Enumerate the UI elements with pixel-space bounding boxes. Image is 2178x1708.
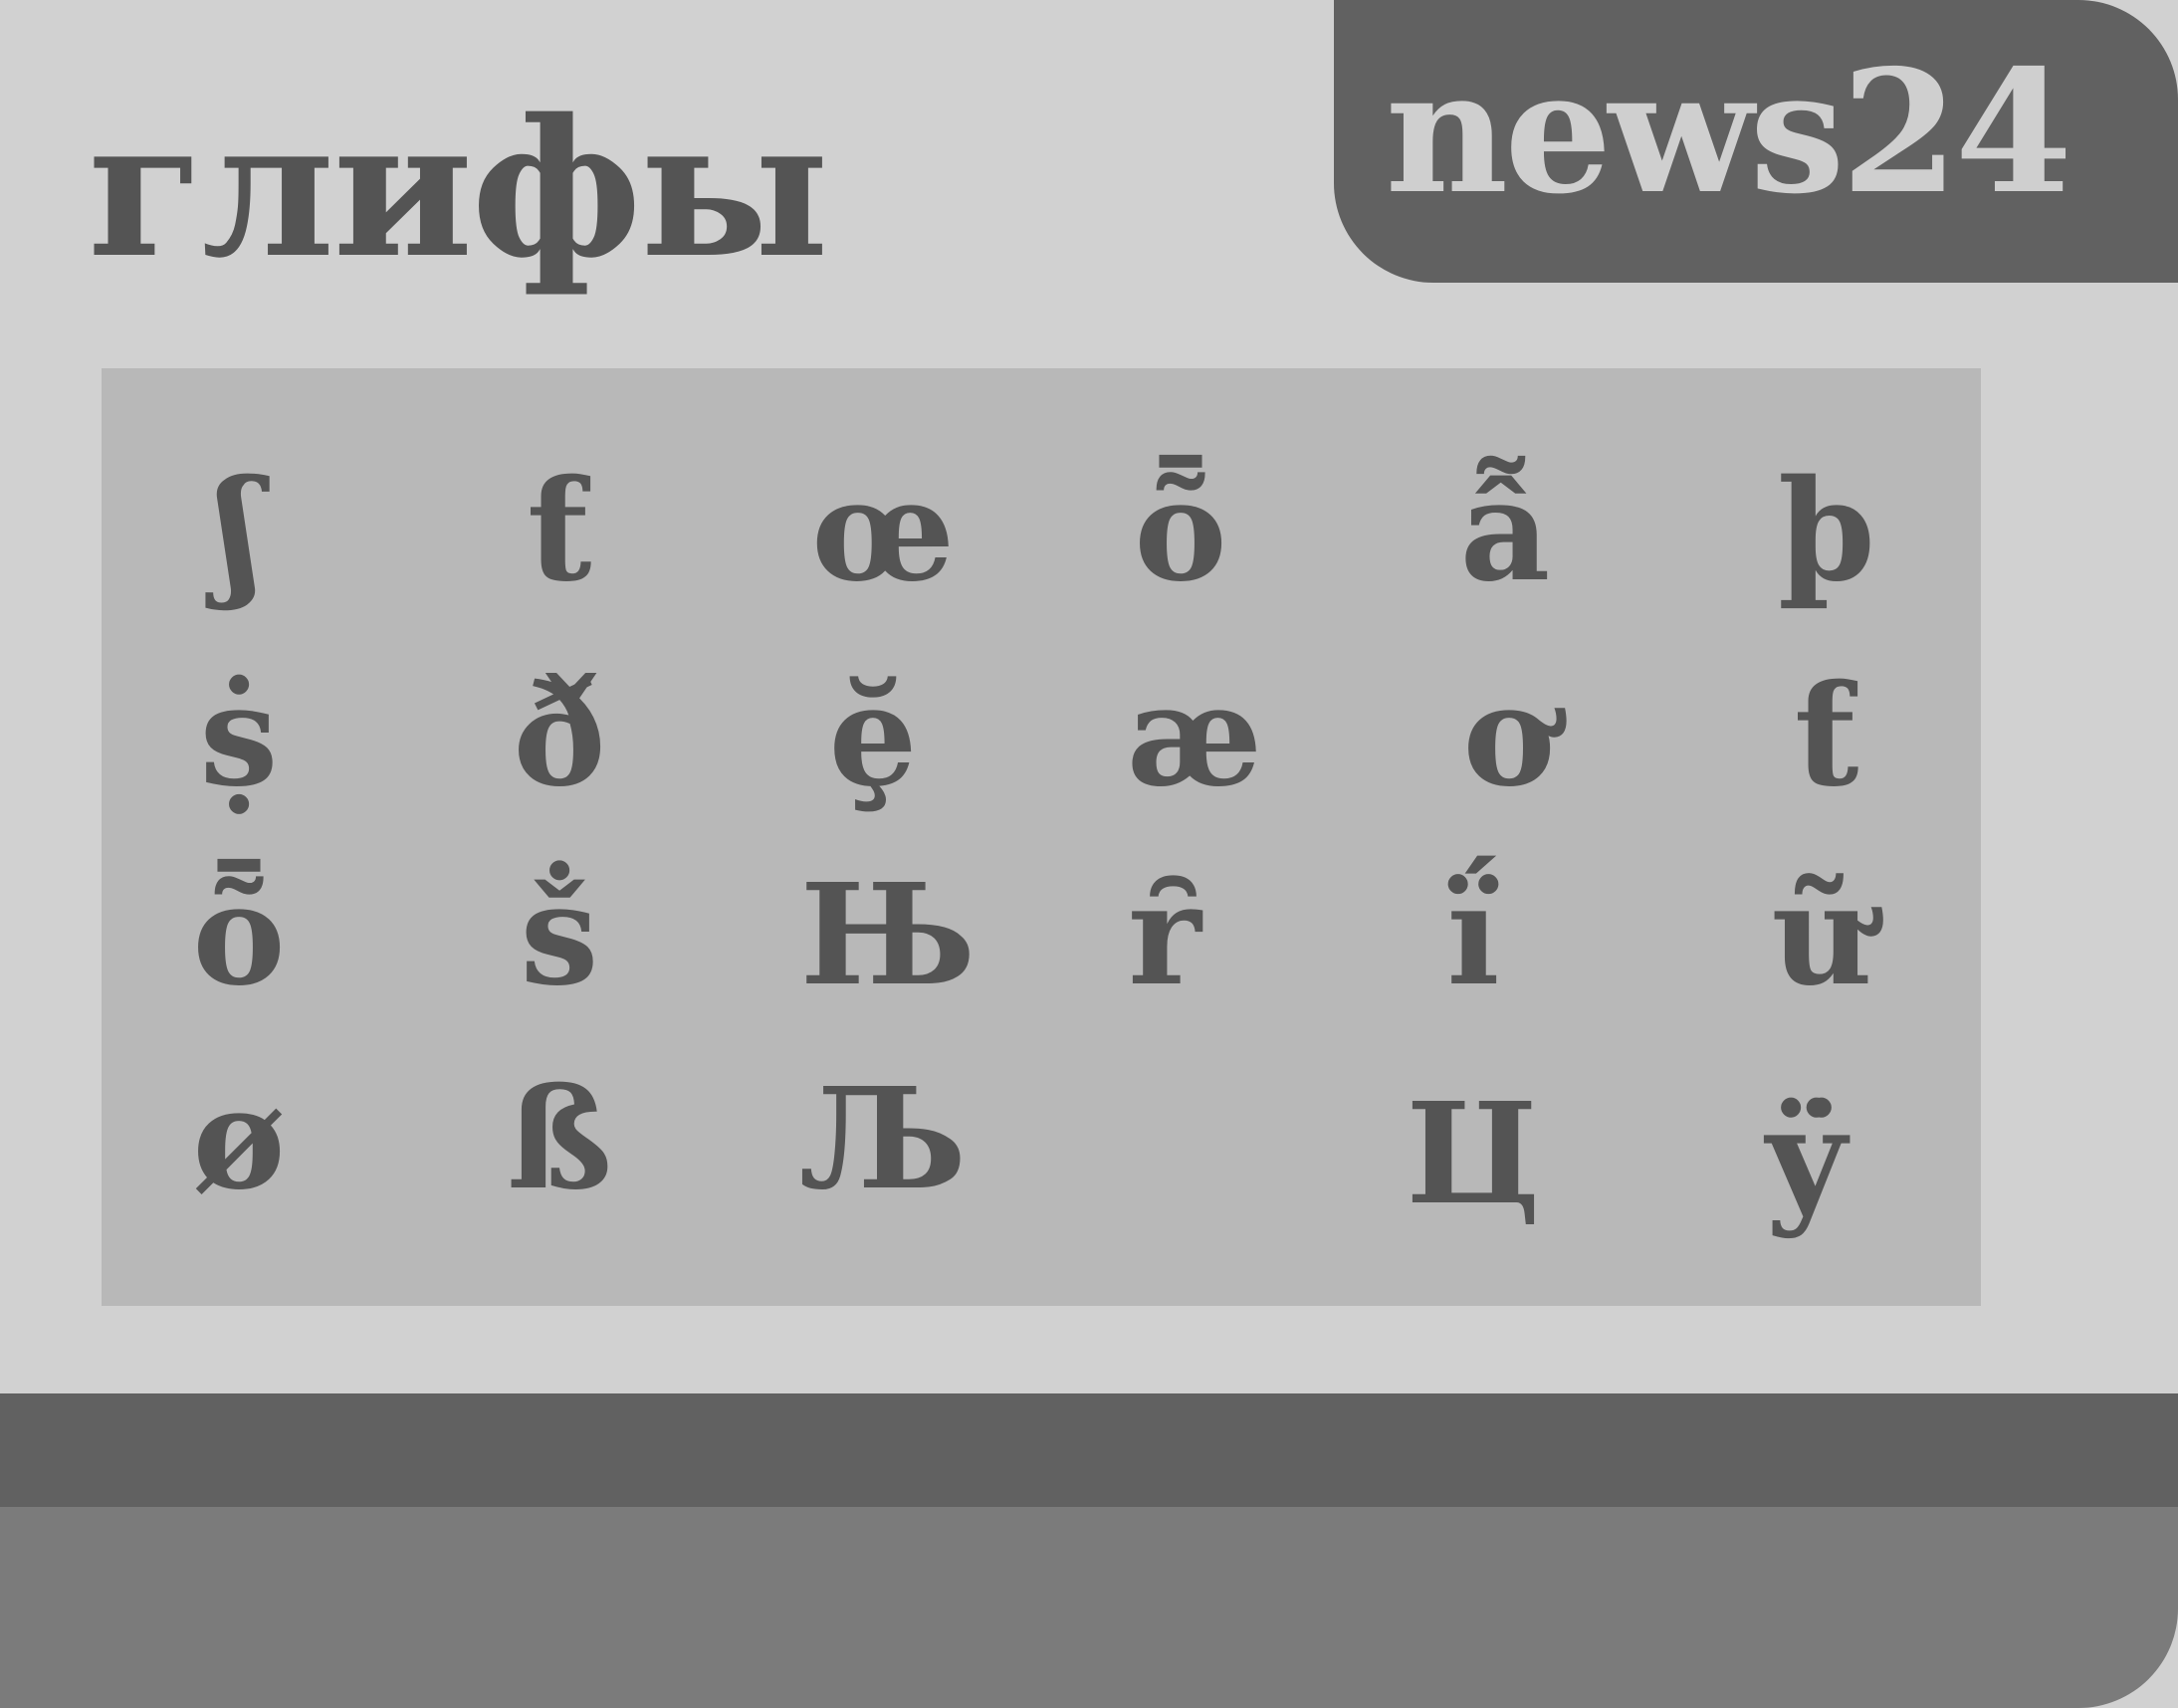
glyph-cell: ơ [1462, 655, 1556, 818]
glyph-cell: ḯ [1446, 854, 1500, 1017]
glyph-cell: ƭ [527, 450, 592, 613]
glyph-cell: æ [1126, 655, 1263, 818]
glyph-cell: ȓ [1128, 854, 1201, 1017]
glyph-cell: Њ [799, 854, 977, 1017]
brand-tab [1334, 0, 2178, 283]
glyph-cell: ȭ [192, 854, 286, 1017]
glyph-cell: Ц [1406, 1073, 1541, 1236]
glyph-cell: Љ [798, 1058, 968, 1221]
glyph-cell: ȭ [1134, 450, 1227, 613]
footer-band-dark [0, 1393, 2178, 1507]
glyph-cell: ø [192, 1058, 286, 1221]
glyph-cell: ƭ [1794, 655, 1859, 818]
glyph-cell: þ [1778, 450, 1875, 613]
page-title: глифы [88, 78, 828, 300]
glyph-cell: œ [811, 450, 955, 613]
glyph-cell: ð̌ [513, 655, 606, 818]
glyph-cell: ß [506, 1058, 613, 1221]
glyph-cell: ṧ [520, 854, 599, 1017]
glyph-cell: ḝ [828, 655, 918, 818]
glyph-panel [102, 368, 1981, 1306]
brand-label: news24 [1385, 33, 2069, 232]
glyph-cell: ӱ̇ [1762, 1078, 1851, 1241]
glyph-cell [1091, 1040, 1270, 1239]
glyph-cell: ʃ [215, 450, 263, 613]
footer-band-light [0, 1507, 2178, 1708]
glyph-cell: ṩ [199, 655, 279, 818]
glyph-cell: ữ [1771, 854, 1872, 1017]
glyph-cell: ẫ [1459, 450, 1551, 613]
